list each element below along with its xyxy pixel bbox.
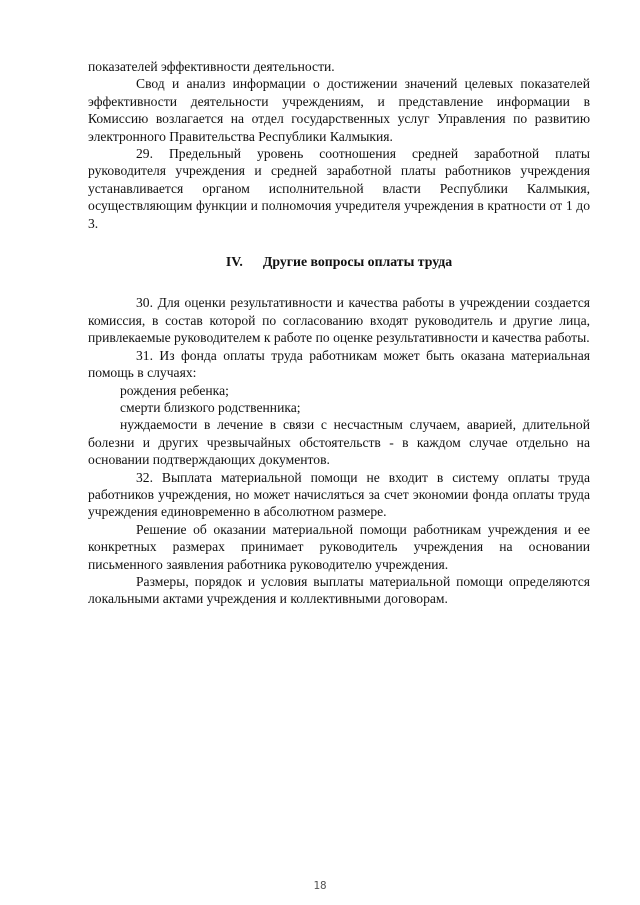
list-item-birth: рождения ребенка;	[120, 382, 229, 398]
paragraph-31: 31. Из фонда оплаты труда работникам может быть оказана материальная помощь в случаях:	[88, 347, 590, 381]
list-item-need: нуждаемости в лечение в связи с несчастным случаем, аварией, длительной болезни и других чрезвычайных обстоятельств - в каждом случае отдельно на основании подтверждающих документов.	[88, 417, 590, 468]
page-number: 18	[313, 879, 327, 892]
paragraph-30: 30. Для оценки результативности и качества работы в учреждении создается комиссия, в состав которой по согласованию входят руководитель и другие лица, привлекаемые руководителем к работе по оценке результативности и качества работы.	[88, 295, 590, 346]
section-number: IV.	[225, 254, 243, 270]
paragraph-32: 32. Выплата материальной помощи не входит в систему оплаты труда работников учреждения, но может начисляться за счет экономии фонда оплаты труда учреждения единовременно в абсолютном размере.	[88, 469, 590, 520]
section-heading	[88, 253, 590, 270]
document-page	[88, 58, 590, 608]
paragraph-continuation: показателей эффективности деятельности.	[88, 59, 335, 74]
list-item-death: смерти близкого родственника;	[120, 399, 301, 415]
paragraph-decision: Решение об оказании материальной помощи работникам учреждения и ее конкретных размерах принимает руководитель учреждения на основании письменного заявления работника руководителю учреждения.	[88, 521, 590, 572]
paragraph-sizes: Размеры, порядок и условия выплаты материальной помощи определяются локальными актами учреждения и коллективными договорам.	[88, 573, 590, 607]
paragraph-summary-analysis: Свод и анализ информации о достижении значений целевых показателей эффективности деятельности учреждениям, и представление информации в Комиссию возлагается на отдел государственных услуг Управления по развитию электронного Правительства Республики Калмыкия.	[88, 76, 590, 144]
paragraph-29: 29. Предельный уровень соотношения средней заработной платы руководителя учреждения и средней заработной платы работников учреждения устанавливается органом исполнительной власти Республики Калмыкия, осуществляющим функции и полномочия учредителя учреждения в кратности от 1 до 3.	[88, 146, 590, 231]
section-title: Другие вопросы оплаты труда	[262, 254, 453, 270]
